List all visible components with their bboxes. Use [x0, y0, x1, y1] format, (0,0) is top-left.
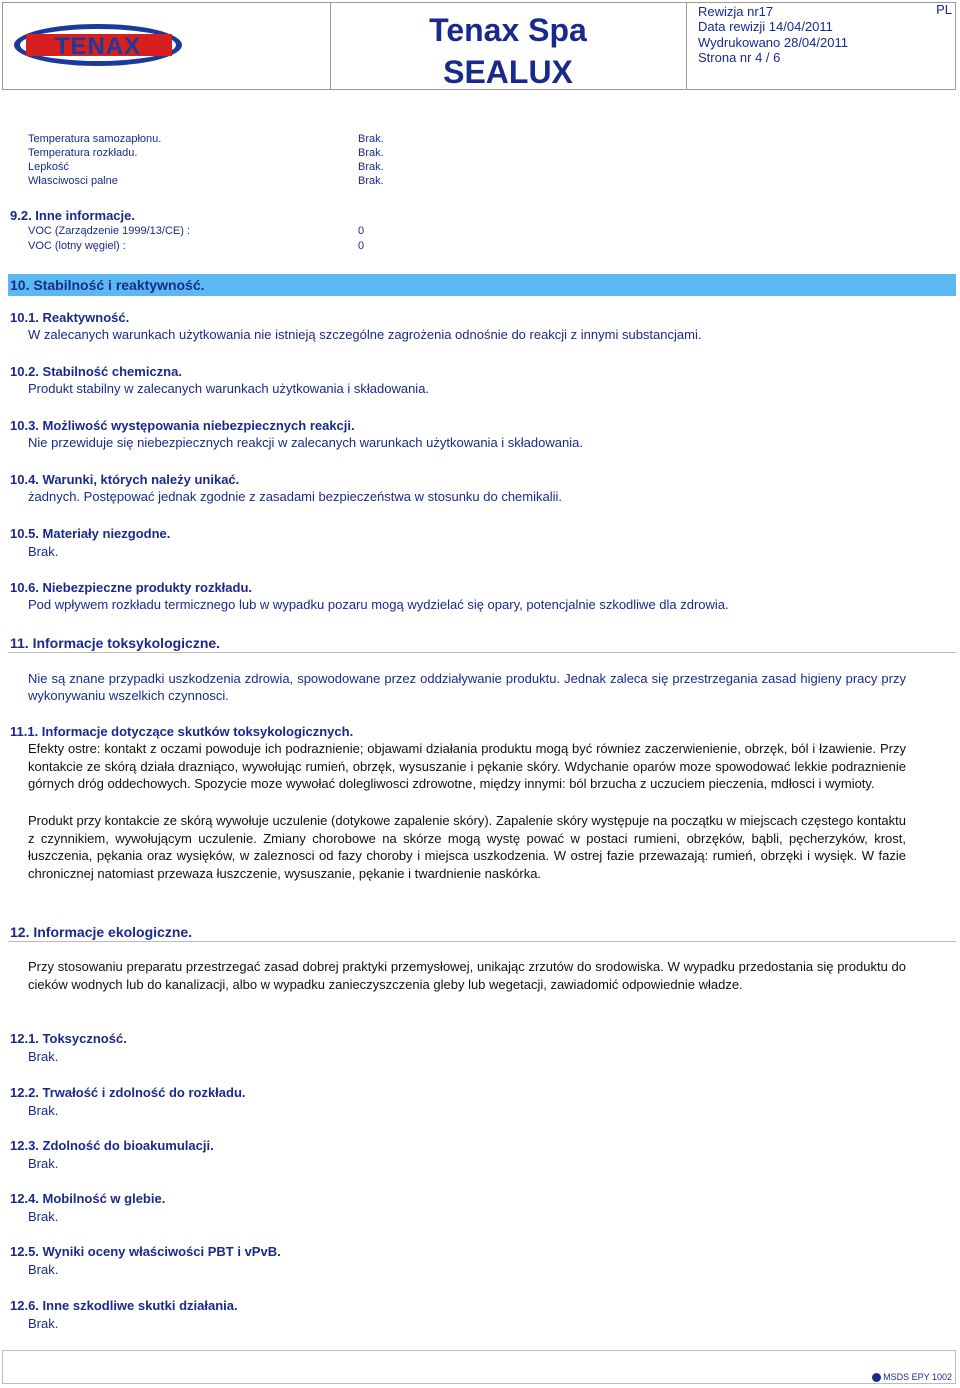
- print-date: Wydrukowano 28/04/2011: [698, 35, 848, 50]
- tenax-logo: [12, 22, 184, 68]
- section-intro: Nie są znane przypadki uszkodzenia zdrowia, spowodowane przez oddziaływanie produktu. Jednak zaleca się przestrzegania zasad higieny pracy przy wykonywaniu wszelkich czynnosci.: [28, 671, 906, 703]
- subsection-title: 12.6. Inne szkodliwe skutki działania.: [10, 1298, 238, 1313]
- subsection-title: 12.1. Toksyczność.: [10, 1031, 127, 1046]
- subsection-title: 10.1. Reaktywność.: [10, 310, 130, 325]
- subsection-title: 12.5. Wyniki oceny właściwości PBT i vPvB.: [10, 1244, 281, 1259]
- subsection-text: W zalecanych warunkach użytkowania nie istnieją szczególne zagrożenia odnośnie do reakcji z innymi substancjami.: [28, 327, 702, 342]
- property-label: Temperatura rozkładu.: [28, 147, 138, 159]
- subsection-text: Brak.: [28, 1209, 59, 1224]
- subsection-text: żadnych. Postępować jednak zgodnie z zasadami bezpieczeństwa w stosunku do chemikalii.: [28, 489, 563, 504]
- subsection-text: Produkt przy kontakcie ze skórą wywołuje uczulenie (dotykowe zapalenie skóry). Zapalenie skóry występuje na początku w miejscach częstego kontaktu z czynnikiem, wywołującym uczulenie. Zmiany chorobowe na skórze mogą wystę pować w postaci rumieni, obrzęków, bąbli, pęcherzyków, krost, łuszczenia, pękania oraz wysięków, w zaleznosci od fazy choroby i miejsca uszkodzenia. W ostrej fazie przewazają: rumień, obrzęki i wysięk. W fazie chronicznej natomiast przewaza łuszczenie, wysuszanie, pękanie i twardnienie naskórka.: [28, 813, 906, 881]
- subsection-title: 12.4. Mobilność w glebie.: [10, 1191, 166, 1206]
- property-value: Brak.: [358, 147, 384, 159]
- subsection-text: Brak.: [28, 1262, 59, 1277]
- subsection-title: 10.3. Możliwość występowania niebezpiecznych reakcji.: [10, 418, 355, 433]
- property-label: Temperatura samozapłonu.: [28, 133, 162, 145]
- subsection-text: Brak.: [28, 1049, 59, 1064]
- subsection-text: Brak.: [28, 1156, 59, 1171]
- subsection-text: Brak.: [28, 1103, 59, 1118]
- section-intro: Przy stosowaniu preparatu przestrzegać zasad dobrej praktyki przemysłowej, unikając zrzutów do srodowiska. W wypadku przedostania się produktu do cieków wodnych lub do kanalizacji, albo w wypadku zanieczyszczenia gleby lub wegetacji, zawiadomić odpowiednie władze.: [28, 959, 906, 992]
- section-10-bar: 10. Stabilność i reaktywność.: [8, 274, 956, 296]
- property-value: Brak.: [358, 161, 384, 173]
- product-name: SEALUX: [443, 54, 573, 90]
- revision-number: Rewizja nr17: [698, 4, 774, 19]
- revision-date: Data rewizji 14/04/2011: [698, 19, 833, 34]
- subsection-text: Brak.: [28, 544, 59, 559]
- footer: [872, 1372, 952, 1382]
- footer-frame: [2, 1350, 956, 1384]
- property-value: Brak.: [358, 133, 384, 145]
- page-number: Strona nr 4 / 6: [698, 50, 781, 65]
- language-code: PL: [936, 2, 952, 17]
- section-11-title: 11. Informacje toksykologiczne.: [8, 633, 956, 653]
- property-label: Lepkość: [28, 161, 69, 173]
- property-label: Własciwosci palne: [28, 175, 118, 187]
- voc-value: 0: [358, 240, 365, 252]
- subsection-text: Pod wpływem rozkładu termicznego lub w wypadku pozaru mogą wydzielać się opary, potencjalnie szkodliwe dla zdrowia.: [28, 597, 729, 612]
- subsection-title: 12.3. Zdolność do bioakumulacji.: [10, 1138, 214, 1153]
- subsection-text: Nie przewiduje się niebezpiecznych reakcji w zalecanych warunkach użytkowania i składowania.: [28, 435, 583, 450]
- company-name: Tenax Spa: [429, 12, 587, 48]
- property-value: Brak.: [358, 175, 384, 187]
- subsection-title: 10.6. Niebezpieczne produkty rozkładu.: [10, 580, 253, 595]
- subsection-title: 11.1. Informacje dotyczące skutków toksykologicznych.: [10, 724, 354, 739]
- section-12-title: 12. Informacje ekologiczne.: [8, 922, 956, 942]
- voc-label: VOC (lotny węgiel) :: [28, 240, 126, 252]
- section-heading: 9.2. Inne informacje.: [10, 208, 135, 223]
- subsection-text: Brak.: [28, 1316, 59, 1331]
- voc-value: 0: [358, 225, 365, 237]
- subsection-text: Produkt stabilny w zalecanych warunkach użytkowania i składowania.: [28, 381, 430, 396]
- header-divider: [686, 2, 687, 90]
- subsection-title: 10.5. Materiały niezgodne.: [10, 526, 171, 541]
- voc-label: VOC (Zarządzenie 1999/13/CE) :: [28, 225, 191, 237]
- subsection-title: 10.4. Warunki, których należy unikać.: [10, 472, 240, 487]
- subsection-title: 10.2. Stabilność chemiczna.: [10, 364, 182, 379]
- subsection-text: Efekty ostre: kontakt z oczami powoduje ich podraznienie; objawami działania produktu mogą być równiez zaczerwienienie, obrzęk, ból i łzawienie. Przy kontakcie ze skórą działa drazniąco, wywołując rumień, obrzęk, wysuszanie i pękanie skóry. Wdychanie oparów moze spowodować lekkie podraznienie górnych dróg oddechowych. Spozycie moze wywołać dolegliwosci zdrowotne, między innymi: ból brzucha z uczuciem pieczenia, mdłosci i wymioty.: [28, 741, 906, 792]
- footer-code: MSDS EPY 1002: [883, 1372, 952, 1382]
- logo-text: TENAX: [54, 33, 142, 60]
- subsection-title: 12.2. Trwałość i zdolność do rozkładu.: [10, 1085, 246, 1100]
- copyright-icon: [872, 1373, 881, 1382]
